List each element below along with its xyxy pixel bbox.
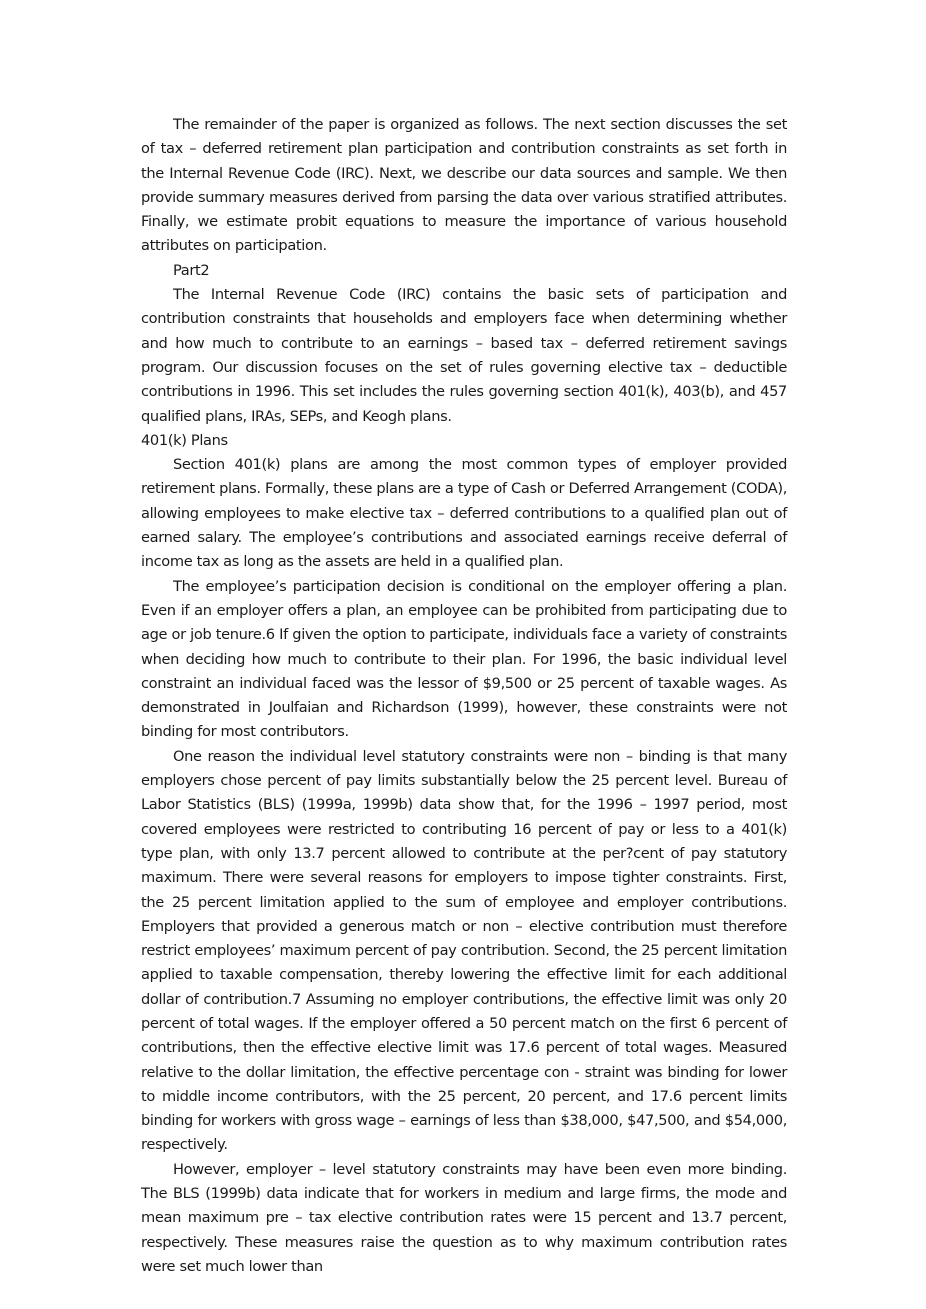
paragraph-employer-level-constraints: However, employer – level statutory constraints may have been even more binding. The BLS (1999b) data indicate that for workers in medium and large firms, the mode and mean maximum pre – tax elective contribution rates were 15 percent and 13.7 percent, respectively. These measures raise the question as to why maximum contribution rates were set much lower than (141, 1160, 787, 1275)
paragraph-irc-constraints: The Internal Revenue Code (IRC) contains the basic sets of participation and contribution constraints that households and employers face when determining whether and how much to contribute to an earnings – based tax – deferred retirement savings program. Our discussion focuses on the set of rules governing elective tax – deductible contributions in 1996. This set includes the rules governing section 401(k), 403(b), and 457 qualified plans, IRAs, SEPs, and Keogh plans. (141, 286, 787, 425)
document-page (141, 113, 787, 1279)
paragraph-participation-decision: The employee’s participation decision is conditional on the employer offering a plan. Even if an employer offers a plan, an employee can be prohibited from participating due to age or job tenure.6 If given the option to participate, individuals face a variety of constraints when deciding how much to contribute to their plan. For 1996, the basic individual level constraint an individual faced was the lessor of $9,500 or 25 percent of taxable wages. As demonstrated in Joulfaian and Richardson (1999), however, these constraints were not binding for most contributors. (141, 577, 787, 741)
section-heading-part2: Part2 (173, 261, 210, 279)
paragraph-non-binding-reasons: One reason the individual level statutory constraints were non – binding is that many employers chose percent of pay limits substantially below the 25 percent level. Bureau of Labor Statistics (BLS) (1999a, 1999b) data show that, for the 1996 – 1997 period, most covered employees were restricted to contributing 16 percent of pay or less to a 401(k) type plan, with only 13.7 percent allowed to contribute at the per?cent of pay statutory maximum. There were several reasons for employers to impose tighter constraints. First, the 25 percent limitation applied to the sum of employee and employer contributions. Employers that provided a generous match or non – elective contribution must therefore restrict employees’ maximum percent of pay contribution. Second, the 25 percent limitation applied to taxable compensation, thereby lowering the effective limit for each additional dollar of contribution.7 Assuming no employer contributions, the effective limit was only 20 percent of total wages. If the employer offered a 50 percent match on the first 6 percent of contributions, then the effective elective limit was 17.6 percent of total wages. Measured relative to the dollar limitation, the effective percentage con - straint was binding for lower to middle income contributors, with the 25 percent, 20 percent, and 17.6 percent limits binding for workers with gross wage – earnings of less than $38,000, $47,500, and $54,000, respectively. (141, 747, 787, 1154)
paragraph-401k-definition: Section 401(k) plans are among the most common types of employer provided retirement plans. Formally, these plans are a type of Cash or Deferred Arrangement (CODA), allowing employees to make elective tax – deferred contributions to a qualified plan out of earned salary. The employee’s contributions and associated earnings receive deferral of income tax as long as the assets are held in a qualified plan. (141, 456, 787, 571)
subsection-heading-401k-plans: 401(k) Plans (141, 431, 228, 449)
paragraph-intro-organization: The remainder of the paper is organized as follows. The next section discusses the set of tax – deferred retirement plan participation and contribution constraints as set forth in the Internal Revenue Code (IRC). Next, we describe our data sources and sample. We then provide summary measures derived from parsing the data over various stratified attributes. Finally, we estimate probit equations to measure the importance of various household attributes on participation. (141, 116, 787, 255)
